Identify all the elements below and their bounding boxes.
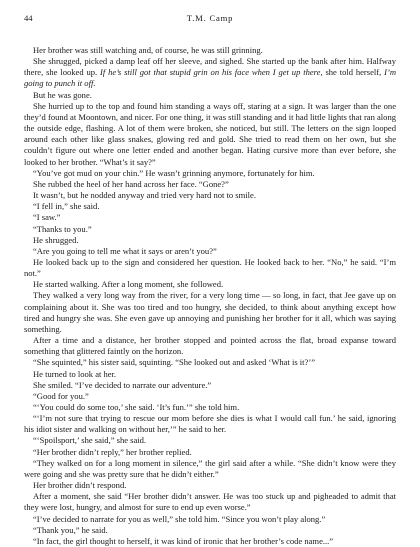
paragraph: After a time and a distance, her brother stopped and pointed across the flat, broad expanse toward something that glittered faintly on the horizon.: [24, 335, 396, 357]
paragraph: “Thank you,” he said.: [33, 524, 108, 535]
paragraph: Her brother didn’t respond.: [33, 480, 127, 491]
paragraph: “Thanks to you.”: [33, 223, 92, 234]
paragraph: It wasn’t, but he nodded anyway and tried very hard not to smile.: [33, 190, 256, 201]
italic-thought: I’m going to punch it off.: [24, 67, 396, 89]
paragraph: She shrugged, picked a damp leaf off her sleeve, and sighed. She started up the bank after him. Halfway there, she looked up. If he’s still got that stupid grin on his face when I get up there, she told herself, I’m going to punch it off.: [24, 56, 396, 89]
running-head: T.M. Camp: [186, 13, 234, 23]
paragraph: She smiled. “I’ve decided to narrate our adventure.”: [33, 379, 212, 390]
paragraph: They walked a very long way from the river, for a very long time — so long, in fact, that Jee gave up on complaining about it. She was too tired and too hungry, she decided, to think about anything except how tired and hungry she was. She even gave up annoying and punishing her brother for it all, which was saying something.: [24, 290, 396, 334]
paragraph: He started walking. After a long moment, she followed.: [33, 279, 224, 290]
paragraph: She hurried up to the top and found him standing a ways off, staring at a sign. It was larger than the one they’d found at Moontown, and nicer. For one thing, it was still standing and it had little lights that ran along the outside edge, flashing. A lot of them were broken, she noticed, but still. The letters on the sign looped around each other like glass snakes, glowing red and gold. She tried to read them on her own, but she couldn’t figure out where one letter ended and another began. Hating cursive more than ever before, she looked to her brother. “What’s it say?”: [24, 100, 396, 167]
paragraph: “I’ve decided to narrate for you as well,” she told him. “Since you won’t play along.”: [33, 513, 326, 524]
paragraph: He looked back up to the sign and considered her question. He looked back to her. “No,” he said. “I’m not.”: [24, 256, 396, 279]
page-header: [24, 0, 396, 24]
paragraph: “I fell in,” she said.: [33, 201, 100, 212]
paragraph: After a moment, she said “Her brother didn’t answer. He was too stuck up and pigheaded to admit that they were lost, hungry, and almost for sure to end up even worse.”: [24, 491, 396, 513]
paragraph: “Her brother didn’t reply,” her brother replied.: [33, 446, 192, 457]
paragraph: “‘Spoilsport,’ she said,” she said.: [33, 435, 147, 446]
paragraph: He turned to look at her.: [33, 368, 117, 379]
paragraph: “‘I’m not sure that trying to rescue our mom before she dies is what I would call fun.’ he said, ignoring his idiot sister and walking on without her,’” he said to her.: [24, 413, 396, 435]
paragraph: “In fact, the girl thought to herself, it was kind of ironic that her brother’s code name...”: [33, 535, 334, 546]
italic-thought: If he’s still got that stupid grin on his face when I get up there,: [100, 67, 323, 78]
paragraph: She rubbed the heel of her hand across her face. “Gone?”: [33, 178, 229, 189]
paragraph: “‘You could do some too,’ she said. ‘It’s fun.’” she told him.: [33, 402, 240, 412]
paragraph: “She squinted,” his sister said, squinting. “She looked out and asked ‘What is it?’”: [33, 357, 315, 368]
paragraph: Her brother was still watching and, of course, he was still grinning.: [33, 45, 263, 55]
paragraph: “I saw.”: [33, 212, 61, 223]
paragraph: “They walked on for a long moment in silence,” the girl said after a while. “She didn’t know were they were going and she was pretty sure that he didn’t either.”: [24, 457, 396, 479]
body-text: [24, 45, 396, 547]
paragraph: But he was gone.: [33, 89, 92, 100]
page-number: 44: [24, 13, 33, 23]
paragraph: “Good for you.”: [33, 390, 89, 401]
paragraph: “You’ve got mud on your chin.” He wasn’t grinning anymore, fortunately for him.: [33, 167, 315, 178]
paragraph: He shrugged.: [33, 234, 79, 245]
book-page: [24, 0, 396, 546]
paragraph: “Are you going to tell me what it says or aren’t you?”: [33, 245, 217, 256]
